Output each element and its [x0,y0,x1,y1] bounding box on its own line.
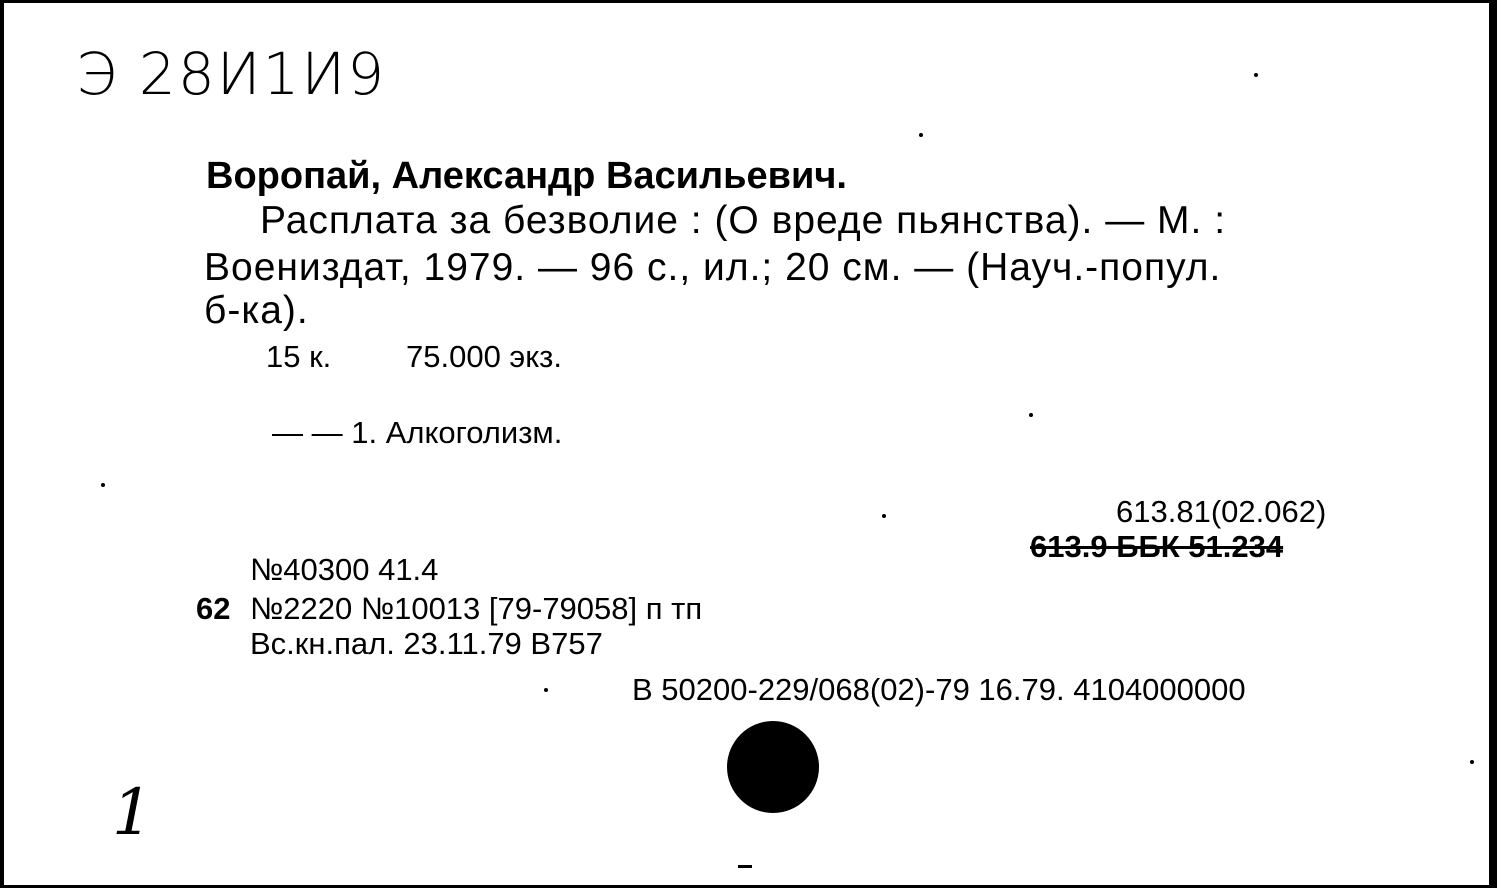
footer-number: 62 [196,591,231,626]
speck [544,688,548,692]
bottom-mark [738,865,752,868]
footer-line-1: №40300 41.4 [250,552,439,587]
footer-line-3: Вс.кн.пал. 23.11.79 В757 [250,626,603,661]
handwritten-call-number: Э 28И1И9 [76,40,387,108]
udc-code: 613.81(02.062) [1116,494,1327,529]
author-heading: Воропай, Александр Васильевич. [206,155,847,197]
speck [1254,73,1258,77]
title-line-2: Воениздат, 1979. — 96 с., ил.; 20 см. — (Науч.-попул. [204,246,1222,289]
title-line-3: б-ка). [204,289,309,332]
title-line-1: Расплата за безволие : (О вреде пьянства). — М. : [260,199,1227,242]
speck [1029,413,1033,417]
speck [882,514,886,518]
subject-heading: — — 1. Алкоголизм. [272,415,563,450]
speck [1470,760,1474,764]
bbk-code-struck: 613.9 ББК 51.234 [1030,529,1284,564]
print-run: 75.000 экз. [406,339,562,374]
price: 15 к. [266,339,332,374]
punch-hole [727,721,819,813]
handwritten-copy-mark: 1 [112,776,153,850]
footer-line-4: В 50200-229/068(02)-79 16.79. 4104000000 [632,672,1246,707]
footer-line-2: №2220 №10013 [79-79058] п тп [250,591,703,626]
speck [101,483,105,487]
speck [919,133,923,137]
